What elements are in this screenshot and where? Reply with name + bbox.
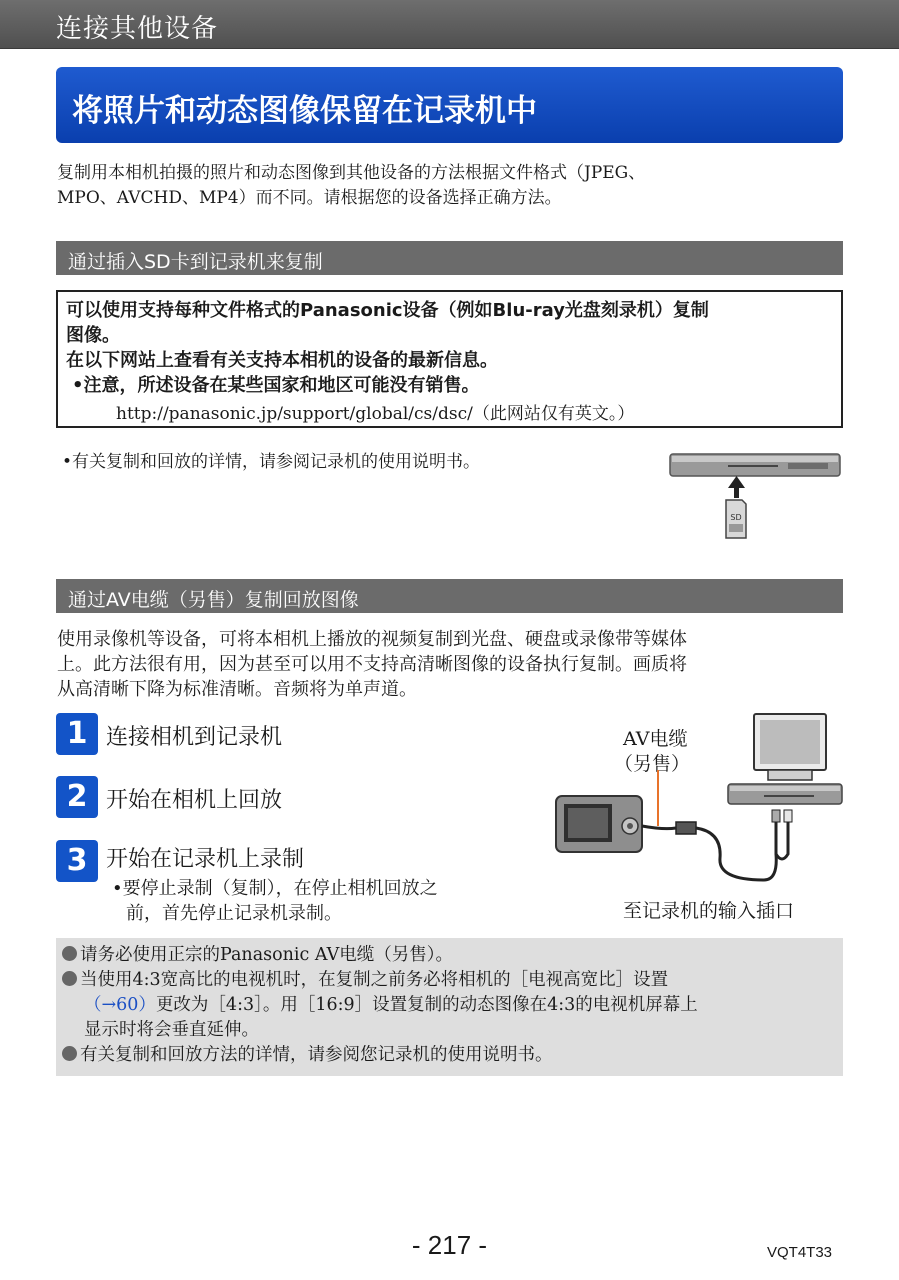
svg-text:SD: SD <box>730 513 742 522</box>
bullet-dot-icon <box>62 971 77 986</box>
camera-icon <box>556 796 642 852</box>
note-line-2-text: 当使用4:3宽高比的电视机时，在复制之前务必将相机的［电视高宽比］设置 <box>80 970 669 990</box>
page-number: - 217 - <box>411 1230 488 1260</box>
step-2-label: 开始在相机上回放 <box>106 788 283 813</box>
notes-box <box>56 938 843 1076</box>
notice-line-2: 图像。 <box>66 325 120 346</box>
notice-line-1: 可以使用支持每种文件格式的Panasonic设备（例如Blu-ray光盘刻录机）复制 <box>66 300 709 321</box>
notice-line-3: 在以下网站上查看有关支持本相机的设备的最新信息。 <box>66 350 498 371</box>
document-code: VQT4T33 <box>767 1244 833 1261</box>
section-heading-text: 通过插入SD卡到记录机来复制 <box>68 251 323 273</box>
recorder-icon <box>670 454 840 476</box>
section2-para-line-2: 上。此方法很有用，因为甚至可以用不支持高清晰图像的设备执行复制。画质将 <box>57 654 687 675</box>
step-3-number: 3 <box>56 840 98 882</box>
section-heading-sd-card <box>56 241 843 275</box>
section2-para-line-1: 使用录像机等设备，可将本相机上播放的视频复制到光盘、硬盘或录像带等媒体 <box>57 629 687 650</box>
support-url-line <box>116 399 634 424</box>
step-3-note-line-1: •要停止录制（复制），在停止相机回放之 <box>112 878 438 899</box>
av-cable-label-2: （另售） <box>614 753 691 775</box>
page-title-box <box>56 67 843 143</box>
section1-bullet: •有关复制和回放的详情，请参阅记录机的使用说明书。 <box>62 452 481 472</box>
bullet-dot-icon <box>62 1046 77 1061</box>
notice-line-4: •注意，所述设备在某些国家和地区可能没有销售。 <box>72 375 480 396</box>
av-connection-diagram <box>554 708 844 894</box>
section-heading-text: 通过AV电缆（另售）复制回放图像 <box>68 589 359 611</box>
section2-para-line-3: 从高清晰下降为标准清晰。音频将为单声道。 <box>57 679 417 700</box>
step-2-number: 2 <box>56 776 98 818</box>
note-line-5-text: 有关复制和回放方法的详情，请参阅您记录机的使用说明书。 <box>80 1045 553 1065</box>
step-3-note-line-2: 前，首先停止记录机录制。 <box>126 903 342 924</box>
note-line-1-text: 请务必使用正宗的Panasonic AV电缆（另售）。 <box>80 945 454 965</box>
note-line-5 <box>62 1043 553 1068</box>
note-line-3 <box>84 993 698 1018</box>
note-line-4: 显示时将会垂直延伸。 <box>84 1020 259 1040</box>
notice-box <box>56 290 843 428</box>
recorder-icon <box>728 784 842 804</box>
page-reference-link[interactable]: （→60） <box>84 995 156 1015</box>
step-3-label: 开始在记录机上录制 <box>106 847 305 872</box>
sd-card-icon <box>726 500 746 538</box>
recorder-sd-illustration <box>668 448 844 542</box>
step-1-label: 连接相机到记录机 <box>106 725 283 750</box>
step-1-number: 1 <box>56 713 98 755</box>
tv-icon <box>754 714 826 780</box>
up-arrow-icon <box>728 476 745 498</box>
note-line-2 <box>62 968 668 993</box>
av-cable-label-1: AV电缆 <box>623 728 688 750</box>
header-bar <box>0 0 899 49</box>
section-heading-av-cable <box>56 579 843 613</box>
note-line-1 <box>62 943 453 968</box>
intro-line-2: MPO、AVCHD、MP4）而不同。请根据您的设备选择正确方法。 <box>57 188 562 208</box>
support-url-note: （此网站仅有英文。） <box>472 404 635 424</box>
page-title: 将照片和动态图像保留在记录机中 <box>72 93 537 129</box>
bullet-dot-icon <box>62 946 77 961</box>
support-url[interactable]: http://panasonic.jp/support/global/cs/dsc/ <box>116 404 473 424</box>
note-line-3-text: 更改为［4:3］。用［16:9］设置复制的动态图像在4:3的电视机屏幕上 <box>155 995 698 1015</box>
intro-line-1: 复制用本相机拍摄的照片和动态图像到其他设备的方法根据文件格式（JPEG、 <box>57 163 646 183</box>
recorder-input-label: 至记录机的输入插口 <box>623 900 795 922</box>
header-section-title: 连接其他设备 <box>56 14 219 44</box>
